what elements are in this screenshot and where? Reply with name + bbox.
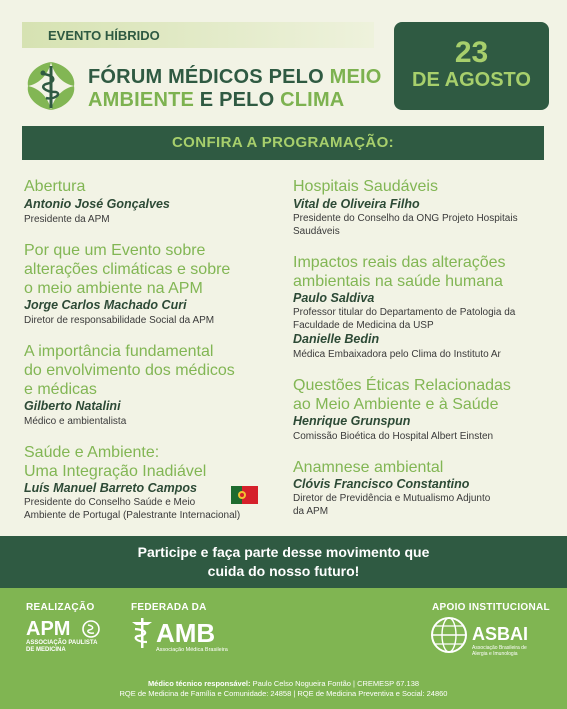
speaker-name: Jorge Carlos Machado Curi [24,298,187,312]
speaker-role: Presidente da APM [24,214,110,225]
session-title: Anamnese ambiental [293,459,444,476]
date-day: 23 [454,36,489,69]
footer [0,588,567,709]
speaker-name: Vital de Oliveira Filho [293,197,420,211]
speaker-role: Médico e ambientalista [24,416,127,427]
event-title-line2: AMBIENTE E PELO CLIMA [88,89,345,111]
session-title: A importância fundamental [24,343,214,360]
asbai-globe-icon [430,616,468,654]
session-title: Uma Integração Inadiável [24,463,207,480]
credit-line: Médico técnico responsável: Paulo Celso Nogueira Fontão | CREMESP 67.138 [147,679,420,688]
amb-logo: AMB Associação Médica Brasileira [130,616,240,658]
speaker-name: Henrique Grunspun [293,414,411,428]
portugal-flag-icon [231,486,258,504]
event-type-banner [22,22,374,48]
speaker-role: Saudáveis [293,226,340,237]
session-title: Abertura [24,178,86,195]
session-title: Saúde e Ambiente: [24,444,160,461]
federada-label: FEDERADA DA [131,602,207,613]
session-title: Por que um Evento sobre [24,242,206,259]
speaker-role: Presidente do Conselho da ONG Projeto Hospitais [293,213,518,224]
event-type-label: EVENTO HÍBRIDO [48,28,160,43]
cta-line: Participe e faça parte desse movimento que [137,544,430,560]
apm-emblem-icon [82,620,100,638]
call-to-action-band [0,536,567,588]
session-title: Hospitais Saudáveis [293,178,438,195]
speaker-name: Paulo Saldiva [293,291,375,305]
session-title: e médicas [24,381,97,398]
speaker-role: Presidente do Conselho Saúde e Meio [24,497,196,508]
speaker-role: Professor titular do Departamento de Patologia da [293,307,516,318]
session-title: Questões Éticas Relacionadas [293,377,511,394]
speaker-role: Médica Embaixadora pelo Clima do Instituto Ar [293,349,501,360]
caduceus-leaf-logo-icon [22,58,80,114]
event-date-box [394,22,549,110]
apoio-label: APOIO INSTITUCIONAL [432,602,550,613]
realizacao-label: REALIZAÇÃO [26,602,95,613]
speaker-name: Danielle Bedin [293,332,380,346]
speaker-role: Diretor de responsabilidade Social da APM [24,315,215,326]
speaker-name: Antonio José Gonçalves [24,197,170,211]
program-heading: CONFIRA A PROGRAMAÇÃO: [22,126,544,160]
speaker-role: Comissão Bioética do Hospital Albert Einsten [293,431,494,442]
session-title: ambientais na saúde humana [293,273,503,290]
cta-line: cuida do nosso futuro! [207,563,360,579]
date-month: DE AGOSTO [412,69,531,91]
session-title: Impactos reais das alterações [293,254,506,271]
speaker-role: Ambiente de Portugal (Palestrante Internacional) [24,510,241,521]
session-title: alterações climáticas e sobre [24,261,231,278]
speaker-name: Gilberto Natalini [24,399,121,413]
credit-line: RQE de Medicina de Família e Comunidade: 24858 | RQE de Medicina Preventiva e Social: 24860 [119,689,448,698]
asbai-logo: ASBAI Associação Brasileira de Alergia e Imunologia [430,616,550,660]
speaker-role: Faculdade de Medicina da USP [293,320,434,331]
caduceus-icon [130,616,154,650]
speaker-role: da APM [293,506,329,517]
apm-logo: APM ASSOCIAÇÃO PAULISTA DE MEDICINA [26,618,106,658]
event-title-line1: FÓRUM MÉDICOS PELO MEIO [88,66,382,88]
speaker-role: Diretor de Previdência e Mutualismo Adjunto [293,493,491,504]
session-title: ao Meio Ambiente e à Saúde [293,396,499,413]
speaker-name: Clóvis Francisco Constantino [293,477,470,491]
session-title: o meio ambiente na APM [24,280,203,297]
speaker-name: Luís Manuel Barreto Campos [24,481,197,495]
session-title: do envolvimento dos médicos [24,362,235,379]
